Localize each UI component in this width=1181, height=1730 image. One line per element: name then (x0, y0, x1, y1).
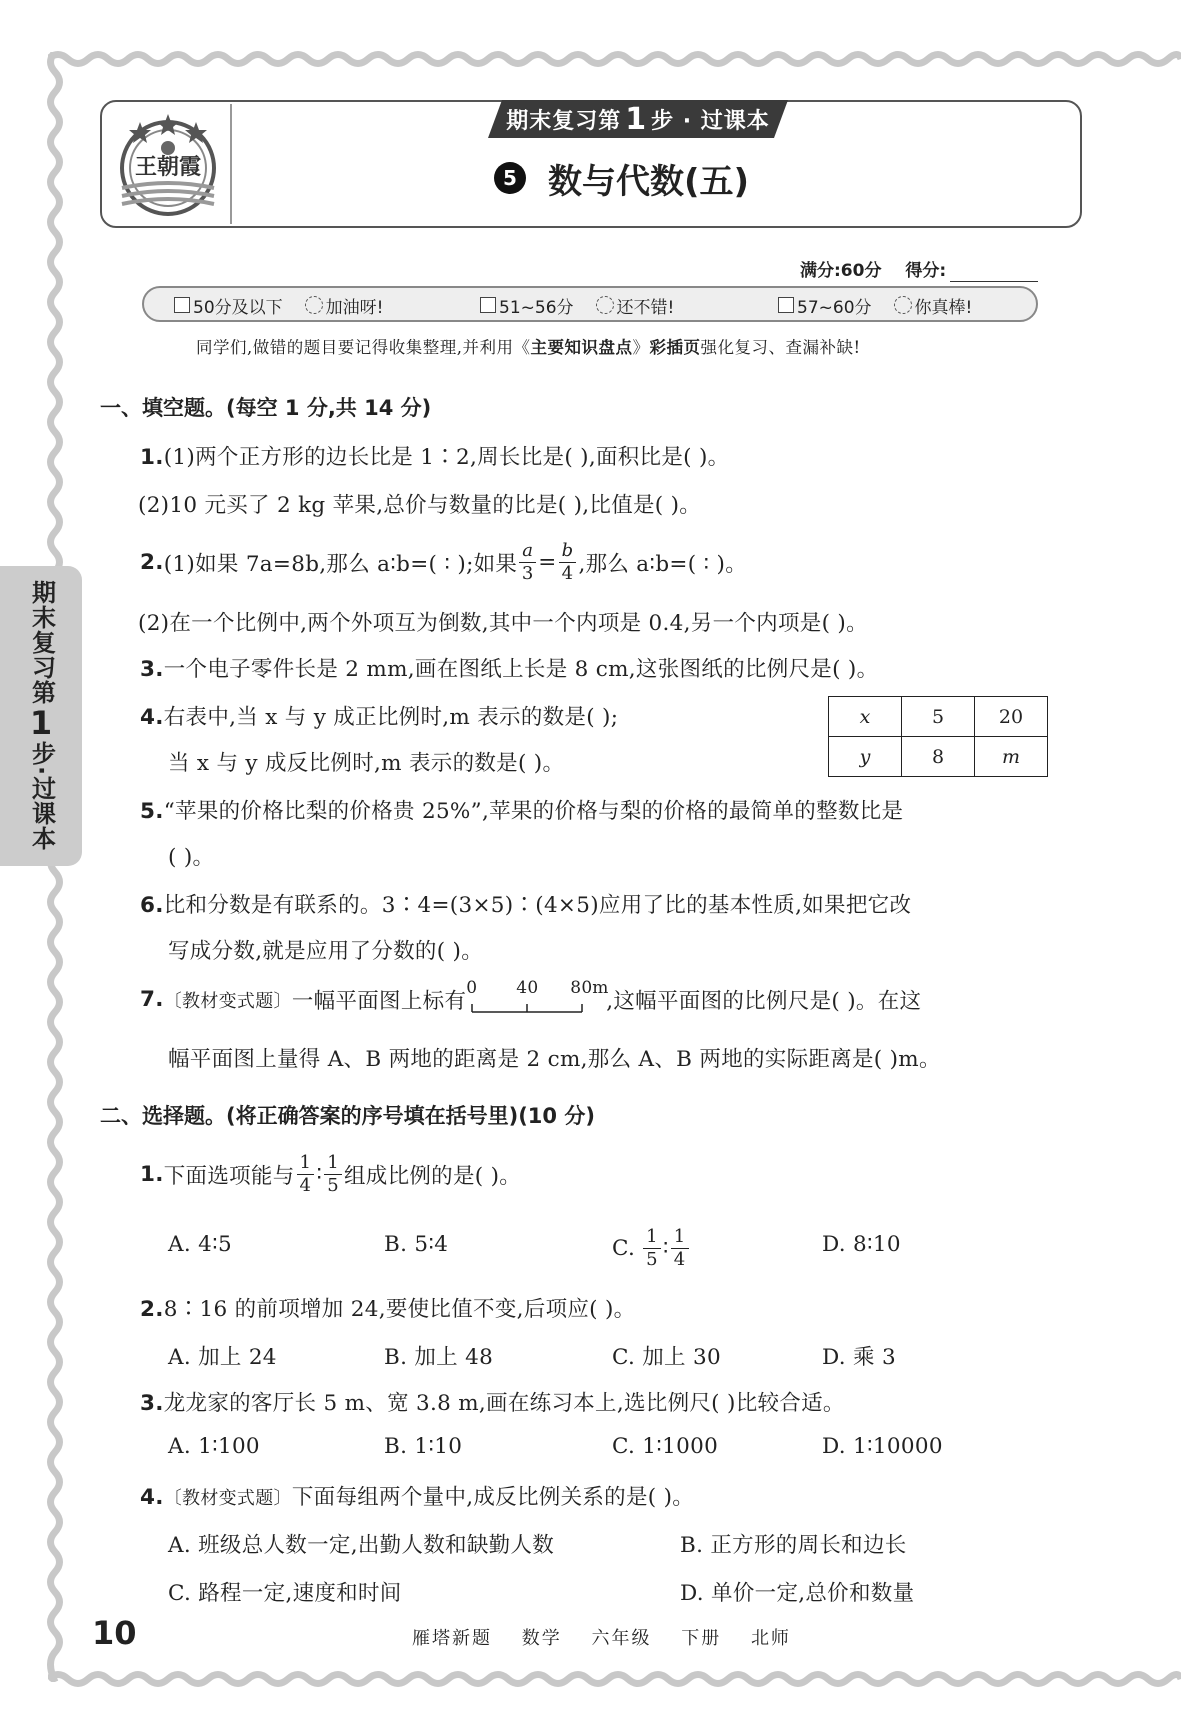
side-tab-number: 1 (29, 704, 53, 743)
unit-number-badge: 5 (494, 162, 526, 194)
grade-range: 50分及以下 (193, 297, 283, 318)
choice-2-option-a[interactable]: A. 加上 24 (168, 1345, 277, 1370)
question-2a: 2. (1)如果 7a=8b,那么 a∶b=( ∶ );如果 $\frac{a}{3}$ = $\frac{b}{4}$ ,那么 a∶b=( ∶ )。 (140, 539, 748, 584)
page-border-top (48, 48, 1181, 70)
page-border-left (44, 52, 66, 1682)
choice-2-option-b[interactable]: B. 加上 48 (384, 1345, 494, 1370)
footer-item: 雁塔新题 (412, 1628, 492, 1649)
choice-2: 2.8∶16 的前项增加 24,要使比值不变,后项应( )。 (140, 1297, 636, 1322)
fraction: $\frac{b}{4}$ (559, 540, 577, 585)
choice-3-option-c[interactable]: C. 1∶1000 (612, 1434, 719, 1459)
fraction: $\frac{a}{3}$ (519, 540, 536, 585)
footer-item: 下册 (681, 1628, 722, 1649)
footer-info (412, 1624, 813, 1650)
svg-text:王朝霞: 王朝霞 (134, 154, 202, 180)
header-tab (488, 100, 788, 138)
footer-item: 数学 (521, 1628, 562, 1649)
study-note: 同学们,做错的题目要记得收集整理,并利用《主要知识盘点》彩插页强化复习、查漏补缺! (196, 338, 861, 357)
fraction: $\frac{1}{4}$ (671, 1226, 689, 1271)
grade-comment: 你真棒! (914, 297, 973, 318)
choice-1-option-d[interactable]: D. 8∶10 (822, 1232, 901, 1257)
question-7b: 幅平面图上量得 A、B 两地的距离是 2 cm,那么 A、B 两地的实际距离是( )m。 (168, 1047, 941, 1072)
score-blank[interactable] (950, 261, 1038, 282)
grade-range: 57~60分 (797, 297, 872, 318)
unit-title-text: 数与代数(五) (548, 161, 750, 202)
smiley-icon (894, 296, 912, 314)
choice-3: 3.龙龙家的客厅长 5 m、宽 3.8 m,画在练习本上,选比例尺( )比较合适。 (140, 1391, 845, 1416)
fraction: $\frac{1}{4}$ (297, 1152, 315, 1197)
question-5b: ( )。 (168, 845, 215, 870)
smiley-icon (596, 296, 614, 314)
grade-item (174, 293, 383, 317)
choice-3-option-b[interactable]: B. 1∶10 (384, 1434, 463, 1459)
table-cell: 5 (902, 697, 975, 737)
full-score: 满分:60分 (800, 261, 882, 281)
scale-label: 40 (516, 977, 539, 998)
choice-1-option-a[interactable]: A. 4∶5 (168, 1232, 232, 1257)
page-border-bottom (48, 1668, 1181, 1690)
side-tab-line2: 步·过课本 (27, 741, 56, 852)
grade-checkbox[interactable] (778, 297, 794, 313)
question-2b: (2)在一个比例中,两个外项互为倒数,其中一个内项是 0.4,另一个内项是( )。 (138, 611, 868, 636)
choice-1-option-c[interactable]: C. $\frac{1}{5}$ ∶ $\frac{1}{4}$ (612, 1220, 691, 1276)
section-2-title: 二、选择题。(将正确答案的序号填在括号里)(10 分) (100, 1104, 595, 1128)
footer-item: 北师 (750, 1628, 791, 1649)
table-cell: y (829, 737, 902, 777)
header-separator (230, 104, 232, 224)
question-4b: 当 x 与 y 成反比例时,m 表示的数是( )。 (168, 751, 565, 776)
got-score-label: 得分: (905, 261, 947, 281)
question-1b: (2)10 元买了 2 kg 苹果,总价与数量的比是( ),比值是( )。 (138, 493, 702, 518)
xy-table (828, 696, 1048, 777)
unit-title (494, 152, 749, 204)
choice-1: 1. 下面选项能与 $\frac{1}{4}$ ∶ $\frac{1}{5}$ 组成比例的是( )。 (140, 1151, 522, 1196)
table-cell: x (829, 697, 902, 737)
scale-label: 0 (466, 977, 478, 998)
question-5a: 5.“苹果的价格比梨的价格贵 25%”,苹果的价格与梨的价格的最简单的整数比是 (140, 799, 904, 824)
tab-suffix: 步 · 过课本 (651, 108, 770, 134)
grade-range: 51~56分 (499, 297, 574, 318)
side-tab (0, 566, 82, 866)
textbook-variant-tag: 〔教材变式题〕 (163, 1488, 292, 1509)
choice-1-option-b[interactable]: B. 5∶4 (384, 1232, 449, 1257)
scale-label: 80 (570, 977, 593, 998)
choice-4: 4.〔教材变式题〕下面每组两个量中,成反比例关系的是( )。 (140, 1485, 695, 1510)
question-4a: 4.右表中,当 x 与 y 成正比例时,m 表示的数是( ); (140, 705, 619, 730)
grade-bar (142, 286, 1038, 322)
choice-2-option-d[interactable]: D. 乘 3 (822, 1345, 896, 1370)
side-tab-line1: 期末复习第 (27, 580, 56, 706)
choice-3-option-a[interactable]: A. 1∶100 (168, 1434, 260, 1459)
textbook-variant-tag: 〔教材变式题〕 (163, 990, 292, 1012)
scale-bar (466, 977, 609, 1014)
choice-4-option-a[interactable]: A. 班级总人数一定,出勤人数和缺勤人数 (168, 1533, 555, 1558)
question-6a: 6.比和分数是有联系的。3∶4=(3×5)∶(4×5)应用了比的基本性质,如果把它改 (140, 893, 912, 918)
grade-comment: 加油呀! (325, 297, 384, 318)
publisher-logo (112, 108, 224, 220)
page-number: 10 (92, 1614, 137, 1652)
question-6b: 写成分数,就是应用了分数的( )。 (168, 939, 484, 964)
choice-4-option-d[interactable]: D. 单价一定,总价和数量 (680, 1581, 915, 1606)
table-cell: m (975, 737, 1048, 777)
table-cell: 8 (902, 737, 975, 777)
table-row (829, 697, 1048, 737)
choice-2-option-c[interactable]: C. 加上 30 (612, 1345, 721, 1370)
grade-item (778, 293, 972, 317)
question-1a: 1.(1)两个正方形的边长比是 1∶2,周长比是( ),面积比是( )。 (140, 445, 730, 470)
fraction: $\frac{1}{5}$ (643, 1226, 661, 1271)
smiley-icon (305, 296, 323, 314)
table-row (829, 737, 1048, 777)
question-3: 3.一个电子零件长是 2 mm,画在图纸上长是 8 cm,这张图纸的比例尺是( )。 (140, 657, 879, 682)
score-line (800, 256, 1038, 282)
section-1-title: 一、填空题。(每空 1 分,共 14 分) (100, 396, 432, 420)
table-cell: 20 (975, 697, 1048, 737)
tab-step-number: 1 (625, 101, 648, 137)
choice-4-option-b[interactable]: B. 正方形的周长和边长 (680, 1533, 907, 1558)
fraction: $\frac{1}{5}$ (324, 1152, 342, 1197)
grade-checkbox[interactable] (174, 297, 190, 313)
question-7a: 7. 〔教材变式题〕 一幅平面图上标有 0 40 80 m ,这幅平面图的比例尺是( )。在这 (140, 977, 922, 1014)
tab-prefix: 期末复习第 (506, 108, 622, 134)
choice-3-option-d[interactable]: D. 1∶10000 (822, 1434, 943, 1459)
choice-4-option-c[interactable]: C. 路程一定,速度和时间 (168, 1581, 402, 1606)
scale-unit: m (592, 977, 609, 998)
footer-item: 六年级 (591, 1628, 652, 1649)
grade-checkbox[interactable] (480, 297, 496, 313)
grade-comment: 还不错! (616, 297, 675, 318)
grade-item (480, 293, 674, 317)
